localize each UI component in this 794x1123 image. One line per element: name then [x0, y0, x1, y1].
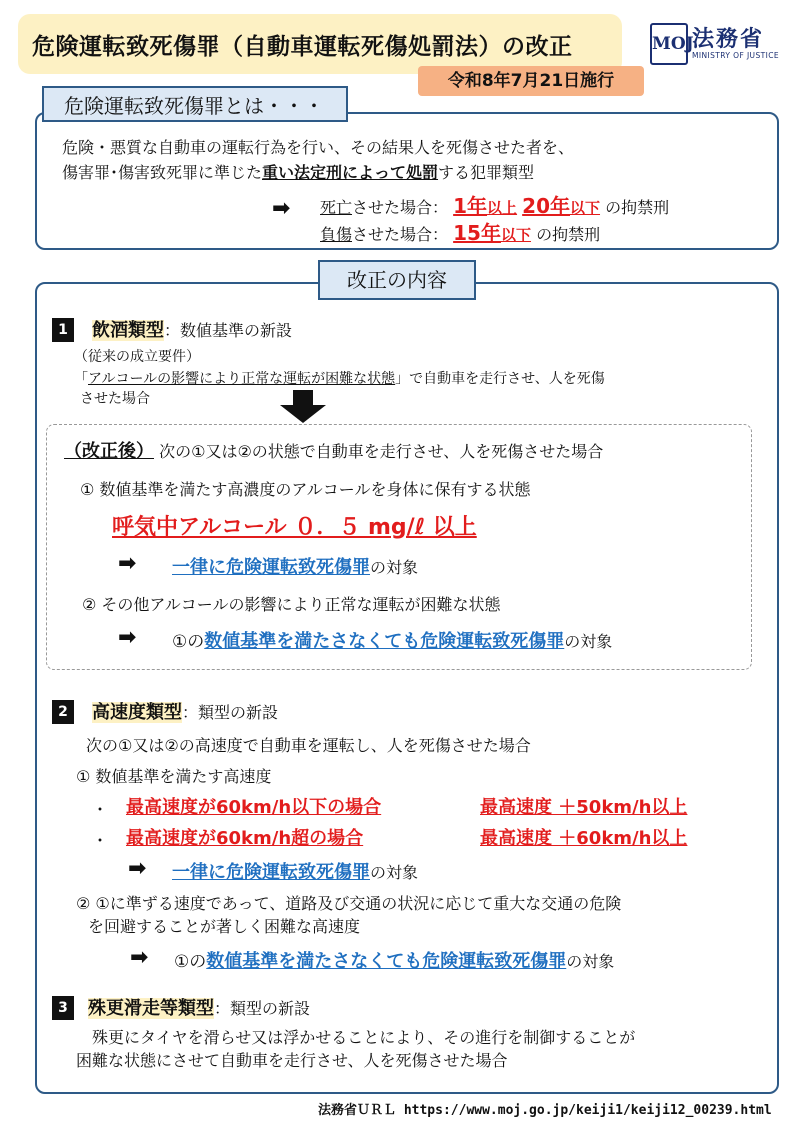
definition-line2-pre: 傷害罪･傷害致死罪に準じた	[62, 163, 263, 182]
s1-item1-result-hl: 一律に危険運転致死傷罪	[172, 557, 370, 578]
reform-heading: 改正の内容	[318, 260, 476, 300]
prev-close: 」で自動車を走行させ、人を死傷	[395, 371, 605, 387]
s2-item2-result	[174, 947, 614, 973]
s1-item2-result-pre: ①の	[172, 632, 205, 652]
injury-tail: の拘禁刑	[536, 225, 601, 244]
section2-number: 2	[52, 700, 74, 724]
definition-line2-post: する犯罪類型	[438, 163, 535, 182]
s2-item1: ① 数値基準を満たす高速度	[76, 767, 272, 786]
injury-p1: 15年	[453, 221, 501, 245]
prev-quote: アルコールの影響により正常な運転が困難な状態	[88, 371, 396, 387]
death-label: 死亡	[320, 198, 353, 217]
effective-date-badge: 令和8年7月21日施行	[418, 66, 644, 96]
section1-number: 1	[52, 318, 74, 342]
s1-item2-result-hl: 数値基準を満たさなくても危険運転致死傷罪	[204, 631, 565, 652]
s2-item1-result-tail: の対象	[370, 863, 419, 882]
death-tail: の拘禁刑	[605, 198, 670, 217]
section1-prev-line1	[74, 368, 605, 388]
s1-item2-result	[172, 627, 612, 653]
right-arrow-icon: ➡	[118, 551, 137, 576]
heavy-penalty-text: 重い法定刑によって処罰	[262, 163, 439, 182]
s2-bullet2: ・	[92, 831, 109, 850]
injury-penalty-line	[320, 217, 600, 246]
section1-title: 飲酒類型	[92, 320, 164, 341]
right-arrow-icon: ➡	[118, 625, 137, 650]
section3-subtitle: ：類型の新設	[214, 999, 311, 1018]
section1-prev-label: （従来の成立要件）	[74, 349, 200, 365]
section2-title: 高速度類型	[92, 702, 182, 723]
prev-open: 「	[74, 371, 88, 387]
definition-line2	[62, 160, 534, 183]
s2-item2-line1: ② ①に準ずる速度であって、道路及び交通の状況に応じて重大な交通の危険	[76, 894, 622, 913]
after-text: 次の①又は②の状態で自動車を走行させ、人を死傷させた場合	[159, 442, 604, 461]
death-penalty-line	[320, 190, 669, 219]
after-reform-line	[64, 437, 603, 463]
after-label: （改正後）	[64, 441, 154, 462]
s1-item1: ① 数値基準を満たす高濃度のアルコールを身体に保有する状態	[80, 480, 531, 499]
page-title: 危険運転致死傷罪（自動車運転死傷処罰法）の改正	[32, 34, 573, 60]
s2-item2-line2: を回避することが著しく困難な高速度	[88, 917, 361, 936]
section2-title-line	[92, 698, 278, 724]
s2-intro: 次の①又は②の高速度で自動車を運転し、人を死傷させた場合	[86, 736, 531, 755]
death-p2: 以上	[487, 199, 518, 217]
moj-logo-icon: MOJ	[650, 23, 688, 65]
down-arrow-icon	[293, 390, 313, 406]
death-p3: 20年	[522, 194, 570, 218]
death-mid: させた場合：	[352, 198, 449, 217]
speed-row1-right: 最高速度 ＋50km/h以上	[480, 797, 688, 818]
speed-row2-right: 最高速度 ＋60km/h以上	[480, 828, 688, 849]
s2-item2-result-pre: ①の	[174, 952, 207, 972]
right-arrow-icon: ➡	[272, 196, 291, 221]
s2-item1-result	[172, 858, 418, 884]
ministry-subtitle: MINISTRY OF JUSTICE	[692, 51, 779, 60]
section3-number: 3	[52, 996, 74, 1020]
s1-item2: ② その他アルコールの影響により正常な運転が困難な状態	[82, 595, 501, 614]
s1-item1-result	[172, 553, 418, 579]
definition-line1: 危険・悪質な自動車の運転行為を行い、その結果人を死傷させた者を、	[62, 138, 575, 157]
footer-url[interactable]: 法務省ＵＲＬ https://www.moj.go.jp/keiji1/keiji12_00239.html	[318, 1103, 772, 1118]
death-p1: 1年	[453, 194, 488, 218]
s1-item1-result-tail: の対象	[370, 558, 419, 577]
s3-line1: 殊更にタイヤを滑らせ又は浮かせることにより、その進行を制御することが	[92, 1028, 636, 1047]
injury-mid: させた場合：	[352, 225, 449, 244]
right-arrow-icon: ➡	[128, 856, 147, 881]
s3-line2: 困難な状態にさせて自動車を走行させ、人を死傷させた場合	[76, 1051, 508, 1070]
section2-subtitle: ：類型の新設	[182, 703, 279, 722]
section1-title-line	[92, 316, 292, 342]
ministry-name: 法務省	[692, 27, 765, 52]
s2-item2-result-tail: の対象	[566, 952, 615, 971]
section3-title-line	[88, 994, 310, 1020]
s2-bullet1: ・	[92, 800, 109, 819]
definition-heading: 危険運転致死傷罪とは・・・	[42, 86, 348, 122]
s1-item2-result-tail: の対象	[564, 632, 613, 651]
section3-title: 殊更滑走等類型	[88, 998, 214, 1019]
s2-item2-result-hl: 数値基準を満たさなくても危険運転致死傷罪	[206, 951, 567, 972]
injury-label: 負傷	[320, 225, 353, 244]
injury-p2: 以下	[500, 226, 531, 244]
section1-subtitle: ：数値基準の新設	[164, 321, 293, 340]
section1-prev-line2: させた場合	[80, 391, 150, 407]
death-p4: 以下	[570, 199, 601, 217]
s2-item1-result-hl: 一律に危険運転致死傷罪	[172, 862, 370, 883]
breath-alcohol-threshold: 呼気中アルコール ０．５ mg/ℓ 以上	[112, 515, 477, 540]
right-arrow-icon: ➡	[130, 945, 149, 970]
down-arrow-head	[280, 405, 326, 423]
speed-row2-left: 最高速度が60km/h超の場合	[126, 828, 364, 849]
speed-row1-left: 最高速度が60km/h以下の場合	[126, 797, 382, 818]
